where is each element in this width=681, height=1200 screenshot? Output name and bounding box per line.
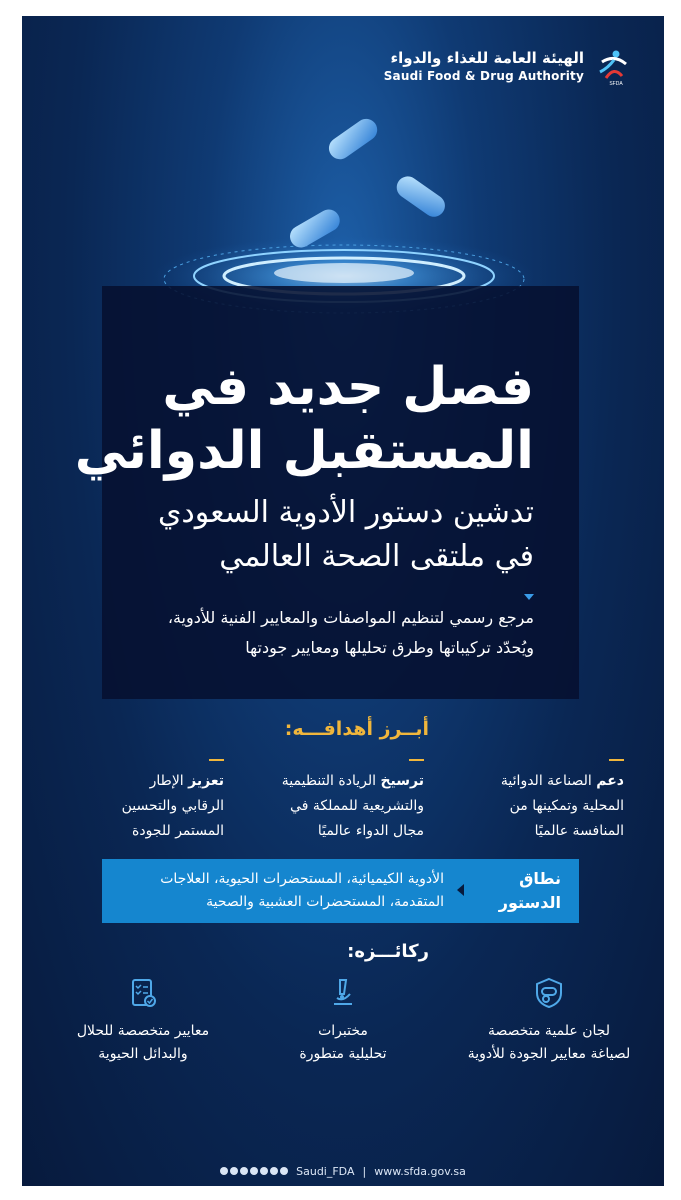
logo-english: Saudi Food & Drug Authority [383,69,584,83]
accent-bar [409,759,424,761]
footer-separator: | [362,1164,367,1178]
logo-mark-text: SFDA [609,81,623,86]
subtitle-line-2: في ملتقى الصحة العالمي [219,539,534,574]
goal-text: الإطار [149,773,184,789]
pillar-line-1: معايير متخصصة للحلال [76,1023,210,1039]
website-link[interactable]: www.sfda.gov.sa [374,1164,466,1178]
social-handle: Saudi_FDA [296,1164,355,1178]
goal-keyword: تعزيز [188,773,224,789]
accent-bar [209,759,224,761]
sfda-emblem-icon [594,46,634,86]
goal-keyword: ترسيخ [380,773,424,789]
description-line-1: مرجع رسمي لتنظيم المواصفات والمعايير الفنية للأدوية، [167,608,534,627]
scope-text-line-1: الأدوية الكيميائية، المستحضرات الحيوية، العلاجات [160,871,444,887]
pillar-line-1: لجان علمية متخصصة [487,1023,611,1039]
goal-text: المستمر للجودة [132,823,224,839]
headline-line-2: المستقبل الدوائي [74,421,534,481]
pillar-line-1: مختبرات [318,1023,368,1039]
logo-text [384,49,584,83]
scope-text-line-2: المتقدمة، المستحضرات العشبية والصحية [206,894,444,910]
goal-text: والتشريعية للمملكة في [290,798,424,814]
goal-text: الرقابي والتحسين [121,798,224,814]
left-triangle-icon [457,884,464,896]
scope-heading [499,867,561,915]
goal-text: المنافسة عالميًا [534,823,624,839]
pillar-line-2: تحليلية متطورة [299,1046,387,1062]
youtube-icon[interactable] [240,1167,248,1175]
goal-item [474,759,624,844]
facebook-icon[interactable] [260,1167,268,1175]
accent-bar [609,759,624,761]
scope-band [102,859,579,923]
description-line-2: ويُحدّد تركيباتها وطرق تحليلها ومعايير جودتها [245,638,534,657]
headline-box [74,286,579,699]
pillar-line-2: والبدائل الحيوية [98,1046,188,1062]
goal-item [274,759,424,844]
x-icon[interactable] [220,1167,228,1175]
sfda-logo [384,46,634,86]
pillar-item [464,976,634,1066]
poster [22,16,664,1186]
linkedin-icon[interactable] [230,1167,238,1175]
scope-heading-line-2: الدستور [498,893,561,912]
headline-line-1: فصل جديد في [162,357,534,417]
pillar-line-2: لصياغة معايير الجودة للأدوية [467,1046,631,1062]
goal-text: الريادة التنظيمية [281,773,376,789]
scope-heading-line-1: نطاق [519,869,561,888]
pillars-heading: ركائـــزه: [347,941,429,962]
checklist-icon [126,976,160,1010]
goal-item [74,759,224,844]
subtitle-line-1: تدشين دستور الأدوية السعودي [157,495,534,530]
microscope-icon [326,976,360,1010]
goal-text: المحلية وتمكينها من [509,798,624,814]
goal-keyword: دعم [596,773,624,789]
goals-heading: أبــرز أهدافـــه: [284,718,429,740]
pillar-item [258,976,428,1066]
footer [22,1156,664,1186]
goal-text: الصناعة الدوائية [500,773,592,789]
snapchat-icon[interactable] [270,1167,278,1175]
shield-pills-icon [532,976,566,1010]
social-icons [220,1167,288,1175]
pillar-item [58,976,228,1066]
logo-arabic: الهيئة العامة للغذاء والدواء [390,49,584,67]
down-triangle-icon [524,594,534,600]
goal-text: مجال الدواء عالميًا [317,823,424,839]
scope-text [160,868,444,914]
instagram-icon[interactable] [250,1167,258,1175]
tiktok-icon[interactable] [280,1167,288,1175]
